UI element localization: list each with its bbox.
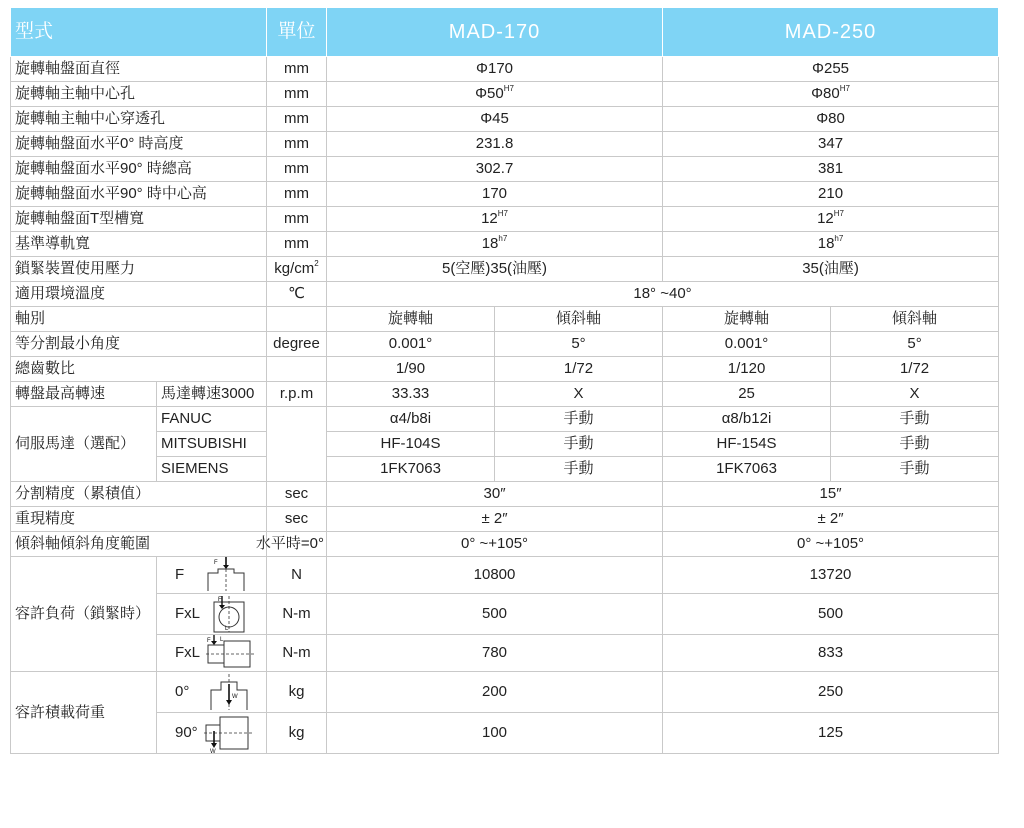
value-b-tilt: 傾斜軸: [831, 307, 999, 332]
row-unit: degree: [267, 332, 327, 357]
load-diagram-cell: [157, 557, 267, 594]
row-label: 總齒數比: [11, 357, 267, 382]
value-a-tilt: 1/72: [495, 357, 663, 382]
value-a: Φ45: [327, 107, 663, 132]
row-label: 旋轉軸主軸中心孔: [11, 82, 267, 107]
table-row: [11, 332, 999, 357]
value-a: 0° ~+105°: [327, 532, 663, 557]
row-unit: mm: [267, 57, 327, 82]
row-unit: mm: [267, 132, 327, 157]
load-diagram-cell: [157, 635, 267, 672]
load-diagram: [161, 594, 262, 634]
table-row: [11, 207, 999, 232]
row-label: 軸別: [11, 307, 267, 332]
row-unit: mm: [267, 182, 327, 207]
value-b-rotary: 旋轉軸: [663, 307, 831, 332]
row-unit: mm: [267, 232, 327, 257]
tolerance-sup: H7: [503, 84, 514, 93]
value-a-tilt: 手動: [495, 407, 663, 432]
row-unit: kg: [267, 713, 327, 754]
servo-label: 伺服馬達（選配）: [11, 407, 157, 482]
value-a-rotary: α4/b8i: [327, 407, 495, 432]
servo-brand: SIEMENS: [157, 457, 267, 482]
load-diagram: [161, 635, 262, 671]
unit-text: kg/cm: [274, 260, 315, 277]
row-label: 旋轉軸盤面水平0° 時高度: [11, 132, 267, 157]
table-row: [11, 257, 999, 282]
value-a-tilt: 傾斜軸: [495, 307, 663, 332]
table-row: [11, 132, 999, 157]
row-unit-empty: [267, 407, 327, 482]
moment-load-diagram: [206, 594, 250, 634]
value-a: [327, 232, 663, 257]
row-label: 鎖緊裝置使用壓力: [11, 257, 267, 282]
table-row: [11, 382, 999, 407]
weight-diagram-cell: [157, 672, 267, 713]
header-type: 型式: [11, 8, 267, 57]
value-text: Φ50: [475, 85, 504, 102]
value-b: 347: [663, 132, 999, 157]
value-b: 15″: [663, 482, 999, 507]
table-row: [11, 57, 999, 82]
value-b: [663, 82, 999, 107]
value-a-rotary: 1FK7063: [327, 457, 495, 482]
weight-symbol: 0°: [175, 683, 190, 700]
value-text: 18: [481, 235, 499, 252]
table-row: [11, 107, 999, 132]
value-a: 30″: [327, 482, 663, 507]
tolerance-sup: h7: [834, 234, 844, 243]
diagram-f-letter: F: [207, 638, 211, 644]
value-a-rotary: 1/90: [327, 357, 495, 382]
row-unit: mm: [267, 157, 327, 182]
weight-diagram: [161, 713, 262, 753]
row-label: 適用環境溫度: [11, 282, 267, 307]
load-label: 容許負荷（鎖緊時）: [11, 557, 157, 672]
header-model-a: MAD-170: [327, 8, 663, 57]
table-row: [11, 157, 999, 182]
value-a-tilt: 手動: [495, 432, 663, 457]
tolerance-sup: h7: [498, 234, 508, 243]
diagram-f-letter: F: [214, 560, 218, 566]
row-label: 旋轉軸盤面水平90° 時中心高: [11, 182, 267, 207]
tolerance-sup: H7: [497, 209, 508, 218]
value-b: 13720: [663, 557, 999, 594]
value-b-rotary: 1/120: [663, 357, 831, 382]
table-row: [11, 672, 999, 713]
diagram-f-letter: F: [218, 597, 222, 603]
value-a: 100: [327, 713, 663, 754]
load-symbol: FxL: [175, 644, 201, 661]
table-row: [11, 432, 999, 457]
row-unit: mm: [267, 107, 327, 132]
table-row: [11, 282, 999, 307]
row-unit: [255, 532, 327, 557]
value-text: 18: [817, 235, 835, 252]
load-symbol: F: [175, 566, 185, 583]
load-diagram-cell: [157, 594, 267, 635]
value-a: [327, 82, 663, 107]
row-label-text: 傾斜軸傾斜角度範圍: [15, 535, 151, 552]
value-b: ± 2″: [663, 507, 999, 532]
row-unit: [267, 307, 327, 332]
row-unit: [267, 257, 327, 282]
value-b-tilt: 1/72: [831, 357, 999, 382]
header-row: [11, 8, 999, 57]
value-a-rotary: 33.33: [327, 382, 495, 407]
weight-label: 容許積載荷重: [11, 672, 157, 754]
row-label: 轉盤最高轉速: [11, 382, 157, 407]
servo-brand: MITSUBISHI: [157, 432, 267, 457]
value-b: 0° ~+105°: [663, 532, 999, 557]
table-row: [11, 357, 999, 382]
table-row: [11, 457, 999, 482]
value-b: 250: [663, 672, 999, 713]
value-b: 500: [663, 594, 999, 635]
value-text: Φ80: [811, 85, 840, 102]
table-row: [11, 82, 999, 107]
value-b-tilt: 5°: [831, 332, 999, 357]
row-sublabel: 馬達轉速3000: [157, 382, 267, 407]
value-b-tilt: 手動: [831, 457, 999, 482]
diagram-w-letter: W: [232, 694, 239, 700]
table-row: [11, 507, 999, 532]
value-b: [663, 232, 999, 257]
row-unit: [267, 357, 327, 382]
table-row: [11, 635, 999, 672]
diagram-l-letter: L: [220, 637, 224, 643]
table-row: [11, 557, 999, 594]
value-a: Φ170: [327, 57, 663, 82]
value-a-tilt: 5°: [495, 332, 663, 357]
row-unit: kg: [267, 672, 327, 713]
table-row: [11, 532, 999, 557]
value-b: 381: [663, 157, 999, 182]
diagram-w-letter: W: [209, 749, 216, 753]
servo-brand: FANUC: [157, 407, 267, 432]
value-a: 170: [327, 182, 663, 207]
value-b: Φ80: [663, 107, 999, 132]
row-label: 分割精度（累積值）: [11, 482, 267, 507]
row-label: 旋轉軸盤面T型槽寬: [11, 207, 267, 232]
row-unit: N-m: [267, 635, 327, 672]
tolerance-sup: H7: [833, 209, 844, 218]
row-label: 重現精度: [11, 507, 267, 532]
row-unit: N-m: [267, 594, 327, 635]
value-b: Φ255: [663, 57, 999, 82]
table-row: [11, 713, 999, 754]
value-a: 200: [327, 672, 663, 713]
axial-load-diagram: [204, 557, 248, 593]
value-a-tilt: 手動: [495, 457, 663, 482]
header-model-b: MAD-250: [663, 8, 999, 57]
value-shared: 18° ~40°: [327, 282, 999, 307]
value-a: 500: [327, 594, 663, 635]
row-label: 基準導軌寬: [11, 232, 267, 257]
load-symbol: FxL: [175, 605, 201, 622]
value-a: 10800: [327, 557, 663, 594]
unit-text: 水平時=0°: [255, 535, 325, 552]
value-a-rotary: 旋轉軸: [327, 307, 495, 332]
value-a: 302.7: [327, 157, 663, 182]
value-text: 12: [817, 210, 834, 227]
row-unit: r.p.m: [267, 382, 327, 407]
value-b: [663, 207, 999, 232]
value-a-rotary: 0.001°: [327, 332, 495, 357]
value-a: 5(空壓)35(油壓): [327, 257, 663, 282]
table-row: [11, 232, 999, 257]
row-unit: mm: [267, 82, 327, 107]
row-label: 等分割最小角度: [11, 332, 267, 357]
horizontal-weight-diagram: [207, 672, 251, 712]
value-b-rotary: 25: [663, 382, 831, 407]
table-row: [11, 182, 999, 207]
value-b-rotary: HF-154S: [663, 432, 831, 457]
value-a: ± 2″: [327, 507, 663, 532]
value-a: 231.8: [327, 132, 663, 157]
vertical-weight-diagram: [204, 713, 262, 753]
value-a-rotary: HF-104S: [327, 432, 495, 457]
row-label: 旋轉軸主軸中心穿透孔: [11, 107, 267, 132]
value-b: 833: [663, 635, 999, 672]
value-b-tilt: 手動: [831, 432, 999, 457]
unit-sup: 2: [314, 259, 319, 268]
diagram-l-letter: L: [225, 626, 229, 632]
value-text: 12: [481, 210, 498, 227]
value-b-rotary: 1FK7063: [663, 457, 831, 482]
value-b: 210: [663, 182, 999, 207]
tilt-moment-diagram: [206, 635, 254, 671]
value-a-tilt: X: [495, 382, 663, 407]
row-unit: ℃: [267, 282, 327, 307]
value-b: 125: [663, 713, 999, 754]
value-a: [327, 207, 663, 232]
value-b-rotary: 0.001°: [663, 332, 831, 357]
row-label: 旋轉軸盤面水平90° 時總高: [11, 157, 267, 182]
load-diagram: [161, 557, 262, 593]
weight-diagram: [161, 672, 262, 712]
value-a: 780: [327, 635, 663, 672]
value-b-tilt: X: [831, 382, 999, 407]
value-b-rotary: α8/b12i: [663, 407, 831, 432]
value-b: 35(油壓): [663, 257, 999, 282]
table-row: [11, 407, 999, 432]
row-label: 旋轉軸盤面直徑: [11, 57, 267, 82]
table-row: [11, 307, 999, 332]
spec-table: [10, 7, 999, 754]
row-unit: N: [267, 557, 327, 594]
weight-diagram-cell: [157, 713, 267, 754]
row-unit: mm: [267, 207, 327, 232]
row-label: [11, 532, 267, 557]
weight-symbol: 90°: [175, 724, 198, 741]
table-row: [11, 482, 999, 507]
value-b-tilt: 手動: [831, 407, 999, 432]
row-unit: sec: [267, 507, 327, 532]
row-unit: sec: [267, 482, 327, 507]
header-unit: 單位: [267, 8, 327, 57]
tolerance-sup: H7: [839, 84, 850, 93]
table-row: [11, 594, 999, 635]
